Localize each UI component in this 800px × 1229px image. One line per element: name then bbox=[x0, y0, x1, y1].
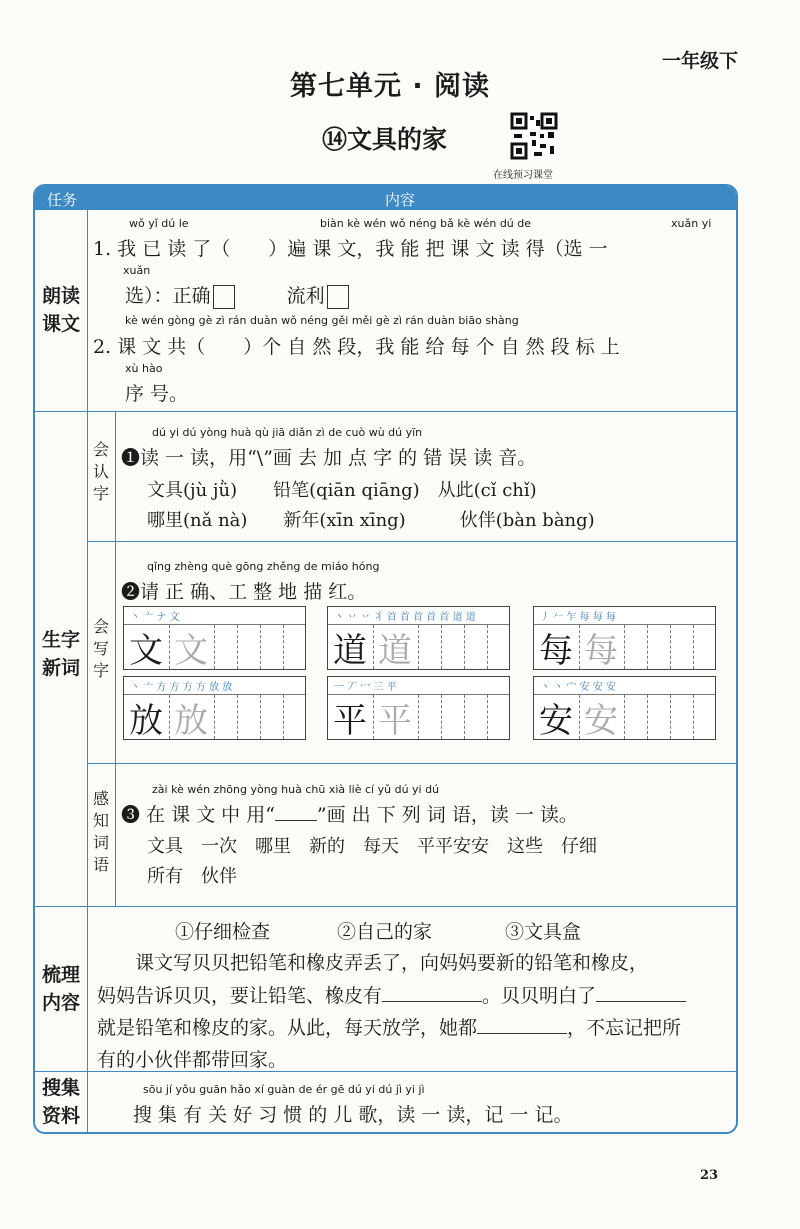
task-table bbox=[33, 184, 738, 1134]
page-number: 23 bbox=[700, 1168, 719, 1183]
paragraph-line3-b: ，不忘记把所 bbox=[567, 1017, 682, 1039]
model-character: 安 bbox=[539, 701, 573, 741]
pinyin: qǐng zhèng què gōng zhěng de miáo hóng bbox=[147, 560, 380, 573]
col-content-header: 内容 bbox=[385, 191, 416, 209]
checkbox-correct[interactable] bbox=[213, 285, 235, 309]
pinyin: biàn kè wén wǒ néng bǎ kè wén dú de bbox=[320, 217, 532, 230]
stroke-order: 丶 亠 ナ 文 bbox=[130, 612, 180, 623]
writing-grid-5[interactable] bbox=[533, 676, 716, 740]
unit-title: 第七单元 · 阅读 bbox=[289, 71, 491, 102]
model-character: 每 bbox=[539, 631, 573, 671]
option-fluent-label: 流利 bbox=[286, 285, 325, 307]
question-s2-1: ❶读 一 读，用“\”画 去 加 点 字 的 错 误 读 音。 bbox=[121, 447, 537, 469]
paragraph-line2-a: 妈妈告诉贝贝，要让铅笔、橡皮有 bbox=[97, 985, 383, 1007]
sub-recognize: 会认字 bbox=[92, 440, 109, 503]
task-read-aloud: 朗读课文 bbox=[41, 285, 80, 335]
paragraph-line2-b: 。贝贝明白了 bbox=[482, 985, 597, 1007]
stroke-order: 丿 𠂉 乍 每 每 每 bbox=[540, 612, 616, 623]
sub-write: 会写字 bbox=[92, 617, 109, 680]
fill-blank-2[interactable] bbox=[596, 1001, 686, 1002]
trace-character: 放 bbox=[174, 701, 208, 741]
trace-character: 平 bbox=[378, 701, 412, 741]
sub-perceive: 感知词语 bbox=[92, 789, 109, 874]
pinyin: zài kè wén zhōng yòng huà chū xià liè cí yǔ dú yi dú bbox=[152, 783, 440, 796]
paragraph-line3 bbox=[97, 1013, 681, 1040]
task-new-words: 生字新词 bbox=[41, 629, 80, 679]
option-3: ③文具盒 bbox=[505, 921, 582, 943]
model-character: 道 bbox=[333, 631, 367, 671]
checkbox-fluent[interactable] bbox=[327, 285, 349, 309]
col-task-header: 任务 bbox=[47, 191, 78, 209]
question-s2-3-a: ❸ 在 课 文 中 用“ bbox=[121, 804, 275, 826]
model-character: 文 bbox=[129, 631, 163, 671]
writing-grid-0[interactable] bbox=[123, 606, 306, 670]
pinyin: wǒ yǐ dú le bbox=[129, 217, 189, 230]
qr-code-icon[interactable] bbox=[510, 112, 558, 160]
pinyin: xuǎn bbox=[123, 264, 151, 277]
writing-grid-1[interactable] bbox=[327, 606, 510, 670]
trace-character: 文 bbox=[174, 631, 208, 671]
pinyin: sōu jí yǒu guān hǎo xí guàn de ér gē dú yi dú jì yi jì bbox=[143, 1083, 425, 1096]
pinyin: kè wén gòng gè zì rán duàn wǒ néng gěi měi gè zì rán duàn biāo shàng bbox=[125, 314, 519, 327]
writing-grid-3[interactable] bbox=[123, 676, 306, 740]
fill-blank-1[interactable] bbox=[382, 1001, 482, 1002]
writing-grid-2[interactable] bbox=[533, 606, 716, 670]
model-character: 平 bbox=[333, 701, 367, 741]
paragraph-line4: 有的小伙伴都带回家。 bbox=[97, 1049, 288, 1071]
trace-character: 每 bbox=[584, 631, 618, 671]
option-1: ①仔细检查 bbox=[175, 921, 271, 943]
task-organize: 梳理内容 bbox=[41, 964, 80, 1014]
collect-instruction: 搜 集 有 关 好 习 惯 的 儿 歌，读 一 读，记 一 记。 bbox=[133, 1104, 573, 1126]
task-collect: 搜集资料 bbox=[41, 1077, 80, 1127]
word-list-1: 文具 一次 哪里 新的 每天 平平安安 这些 仔细 bbox=[147, 836, 597, 857]
stroke-order: 丶 丶 宀 安 安 安 bbox=[540, 682, 616, 693]
question-s2-2: ❷请 正 确、工 整 地 描 红。 bbox=[121, 581, 367, 603]
reading-options-line2: 哪里(nǎ nà) 新年(xīn xīng) 伙伴(bàn bàng) bbox=[147, 510, 595, 531]
pinyin: xuǎn yi bbox=[671, 217, 712, 230]
option-correct-label: 选）：正确 bbox=[125, 285, 211, 307]
pinyin: dú yi dú yòng huà qù jiā diǎn zì de cuò wù dú yīn bbox=[152, 426, 423, 439]
stroke-order: 丶 丷 丷 丬 首 首 首 首 首 道 道 bbox=[334, 612, 476, 623]
paragraph-line1: 课文写贝贝把铅笔和橡皮弄丢了，向妈妈要新的铅笔和橡皮， bbox=[135, 952, 649, 974]
question-s2-3-b: ”画 出 下 列 词 语，读 一 读。 bbox=[316, 804, 578, 826]
question-1: 1. 我 已 读 了（ ）遍 课 文，我 能 把 课 文 读 得（选 一 bbox=[93, 238, 608, 260]
question-2-line2: 序 号。 bbox=[125, 383, 189, 405]
trace-character: 安 bbox=[584, 701, 618, 741]
qr-label: 在线预习课堂 bbox=[493, 170, 553, 181]
stroke-order: 丶 亠 方 方 方 方 放 放 bbox=[130, 682, 233, 693]
reading-options-line1: 文具(jù jǜ) 铅笔(qiān qiāng) 从此(cǐ chǐ) bbox=[147, 480, 537, 501]
stroke-order: 一 丆 冖 三 平 bbox=[334, 682, 397, 693]
question-s2-3 bbox=[121, 800, 578, 827]
trace-character: 道 bbox=[378, 631, 412, 671]
question-1-line2 bbox=[125, 281, 349, 309]
grade-label: 一年级下 bbox=[661, 50, 738, 72]
fill-blank-3[interactable] bbox=[477, 1033, 567, 1034]
question-2: 2. 课 文 共（ ）个 自 然 段，我 能 给 每 个 自 然 段 标 上 bbox=[93, 336, 620, 358]
paragraph-line2 bbox=[97, 981, 686, 1008]
writing-grid-4[interactable] bbox=[327, 676, 510, 740]
table-header bbox=[35, 186, 736, 210]
word-list-2: 所有 伙伴 bbox=[147, 866, 237, 887]
pinyin: xù hào bbox=[125, 362, 163, 375]
lesson-title: ⑭文具的家 bbox=[322, 125, 448, 154]
model-character: 放 bbox=[129, 701, 163, 741]
paragraph-line3-a: 就是铅笔和橡皮的家。从此，每天放学，她都 bbox=[97, 1017, 478, 1039]
option-2: ②自己的家 bbox=[337, 921, 433, 943]
